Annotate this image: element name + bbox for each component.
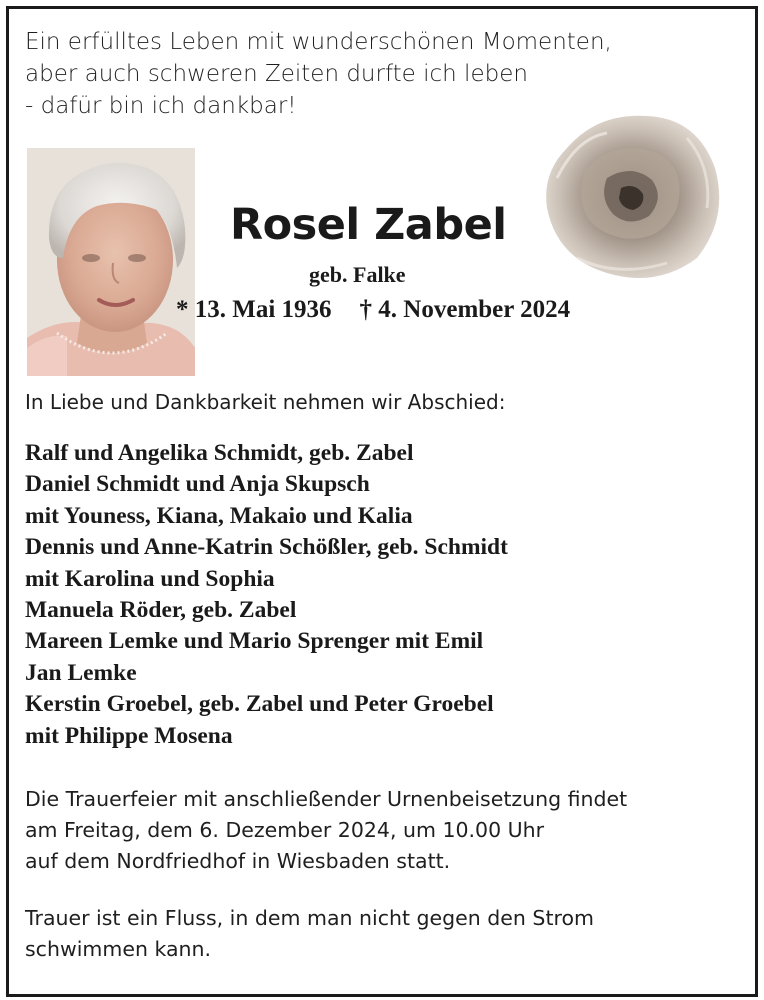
quote-line: aber auch schweren Zeiten durfte ich leben — [25, 61, 528, 87]
mourner-line: Mareen Lemke und Mario Sprenger mit Emil — [25, 628, 484, 655]
death-date: † 4. November 2024 — [359, 296, 571, 323]
ceremony-line: am Freitag, dem 6. Dezember 2024, um 10.00 Uhr — [25, 818, 545, 842]
life-dates — [176, 296, 570, 324]
mourner-line: Manuela Röder, geb. Zabel — [25, 597, 297, 624]
birth-date: * 13. Mai 1936 — [176, 296, 332, 323]
mourner-line: mit Youness, Kiana, Makaio und Kalia — [25, 502, 413, 529]
ceremony-line: auf dem Nordfriedhof in Wiesbaden statt. — [25, 849, 451, 873]
portrait-photo — [27, 148, 195, 376]
mourner-line: Dennis und Anne-Katrin Schößler, geb. Schmidt — [25, 534, 508, 561]
deceased-name: Rosel Zabel — [230, 200, 507, 250]
ceremony-line: Die Trauerfeier mit anschließender Urnenbeisetzung findet — [25, 787, 628, 811]
mourner-line: Jan Lemke — [25, 659, 137, 686]
closing-line: Trauer ist ein Fluss, in dem man nicht gegen den Strom — [25, 906, 594, 930]
mourner-line: Daniel Schmidt und Anja Skupsch — [25, 471, 370, 498]
quote-line: - dafür bin ich dankbar! — [25, 93, 297, 119]
mourner-line: mit Karolina und Sophia — [25, 565, 275, 592]
ceremony-notice — [25, 784, 627, 877]
quote-line: Ein erfülltes Leben mit wunderschönen Momenten, — [25, 29, 612, 55]
rose-image — [537, 108, 722, 283]
closing-line: schwimmen kann. — [25, 937, 212, 961]
closing-quote — [25, 903, 594, 965]
mourners-list — [25, 438, 508, 752]
birth-name: geb. Falke — [309, 262, 406, 287]
mourner-line: mit Philippe Mosena — [25, 722, 233, 749]
mourner-line: Ralf und Angelika Schmidt, geb. Zabel — [25, 440, 414, 466]
mourner-line: Kerstin Groebel, geb. Zabel und Peter Groebel — [25, 691, 494, 718]
farewell-line: In Liebe und Dankbarkeit nehmen wir Abschied: — [25, 390, 506, 414]
